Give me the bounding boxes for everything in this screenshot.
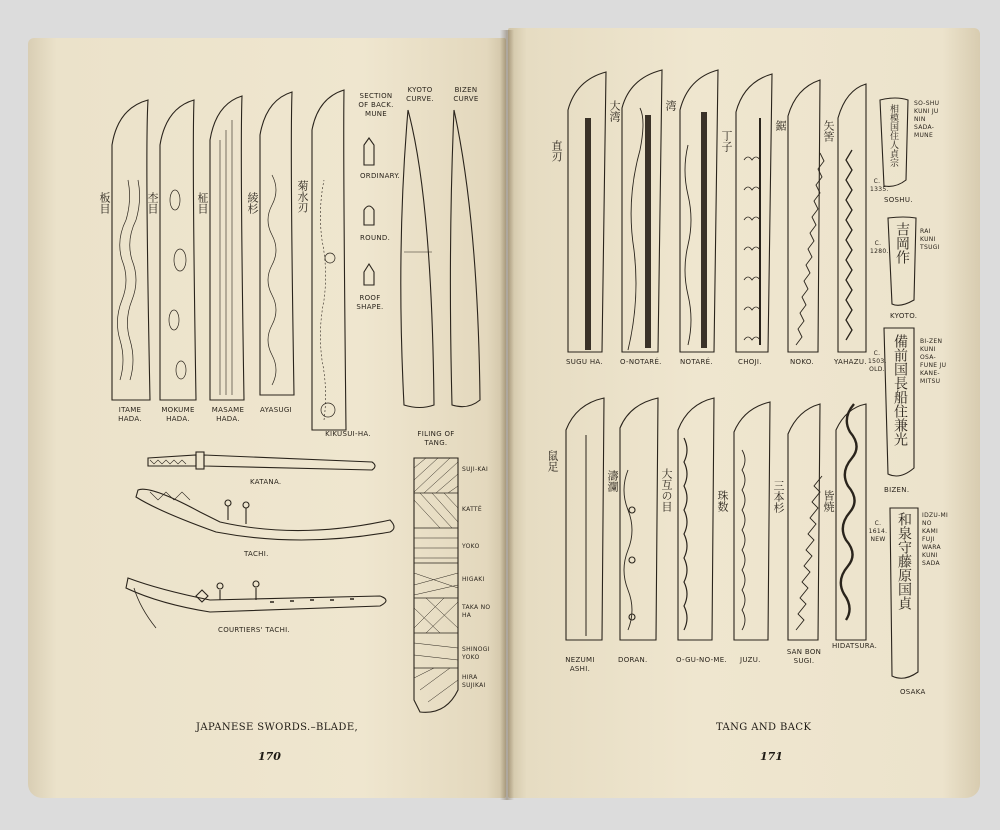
tang-bizen-date: C. 1503. OLD. [868, 350, 887, 373]
courtiers-tachi-label: COURTIERS' TACHI. [218, 626, 291, 634]
filing-yoko-label: YOKO [462, 543, 480, 550]
filing-sujikai-label: SUJI-KAI [462, 466, 489, 473]
label-juzu: JUZU. [740, 656, 761, 664]
tang-soshu-date: C. 1335. [870, 178, 889, 193]
tang-osaka-reading: IDZU-MI NO KAMI FUJI WARA KUNI SADA [922, 512, 949, 567]
mune-round-shape [364, 206, 374, 225]
label-yahazu: YAHAZU. [834, 358, 867, 366]
label-ayasugi: AYASUGI [260, 406, 292, 414]
right-page-number: 171 [760, 750, 783, 763]
kanji-mokume: 杢目 [146, 192, 159, 214]
kyoto-curve-shape [401, 110, 434, 408]
kanji-hidatsura: 皆焼 [822, 490, 835, 512]
mune-roof-label: ROOF SHAPE. [356, 294, 384, 311]
tang-bizen-reading: BI-ZEN KUNI OSA-FUNE JU KANE-MITSU [920, 338, 947, 385]
filing-of-tang-diagram [414, 458, 458, 712]
hamon-onotare [622, 70, 662, 352]
tang-soshu-school: SOSHU. [884, 196, 913, 204]
left-page-number: 170 [258, 750, 281, 763]
label-notare: NOTARÉ. [680, 358, 713, 366]
blade-mokume [160, 100, 196, 400]
kanji-o-gu-no-me: 大互の目 [660, 468, 673, 512]
blade-masame [210, 96, 244, 400]
hamon-juzu [734, 402, 770, 640]
kanji-noko: 鋸 [774, 120, 787, 131]
section-of-back-title: SECTION OF BACK. MUNE [358, 92, 394, 118]
kanji-juzu: 珠数 [716, 490, 729, 512]
kanji-doran: 濤瀾 [606, 470, 619, 492]
label-itame: ITAME HADA. [118, 406, 142, 423]
label-nezumi-ashi: NEZUMI ASHI. [565, 656, 595, 673]
blade-ayasugi [260, 92, 294, 395]
kanji-san-bon-sugi: 三本杉 [772, 480, 785, 513]
blade-itame [112, 100, 150, 400]
tang-kyoto-inscription: 吉岡作 [894, 222, 910, 264]
katana-label: KATANA. [250, 478, 282, 486]
filing-shinogi-yoko-label: SHINOGI YOKO [462, 646, 490, 661]
label-noko: NOKO. [790, 358, 814, 366]
kanji-ayasugi: 綾杉 [246, 192, 259, 214]
mune-ordinary-label: ORDINARY. [360, 172, 401, 180]
left-page-caption: JAPANESE SWORDS.–BLADE, [196, 722, 359, 733]
kanji-masame: 柾目 [196, 192, 209, 214]
kanji-suguha: 直刃 [550, 140, 563, 162]
hamon-o-gu-no-me [678, 398, 714, 640]
kanji-onotare: 大湾 [608, 100, 621, 122]
tang-osaka-inscription: 和泉守藤原国貞 [896, 512, 912, 610]
tang-kyoto-date: C. 1280. [870, 240, 889, 255]
tang-bizen-inscription: 備前国長船住兼光 [892, 334, 908, 446]
bizen-curve-shape [450, 110, 480, 407]
blade-kikusui [312, 90, 346, 430]
label-choji: CHOJI. [738, 358, 762, 366]
filing-takanoha-label: TAKA NO HA [462, 604, 491, 619]
tang-bizen-school: BIZEN. [884, 486, 910, 494]
kanji-itame: 板目 [98, 192, 111, 214]
label-san-bon-sugi: SAN BON SUGI. [786, 648, 822, 665]
tang-osaka-school: OSAKA [900, 688, 926, 696]
label-suguha: SUGU HA. [566, 358, 603, 366]
filing-higaki-label: HIGAKI [462, 576, 485, 583]
kyoto-curve-label: KYOTO CURVE. [406, 86, 434, 103]
mune-roof-shape [364, 264, 374, 285]
hamon-suguha [568, 72, 606, 352]
hamon-notare [680, 70, 718, 352]
filing-hira-sujikai-label: HIRA SUJIKAI [462, 674, 486, 689]
katana-mount [148, 452, 375, 470]
label-masame: MASAME HADA. [211, 406, 245, 423]
label-hidatsura: HIDATSURA. [832, 642, 878, 650]
hamon-choji [736, 74, 772, 352]
kanji-yahazu: 矢筈 [822, 120, 835, 142]
tang-kyoto-reading: RAI KUNI TSUGI [920, 228, 940, 251]
hamon-nezumi-ashi [566, 398, 604, 640]
courtiers-tachi-mount [126, 578, 386, 628]
label-mokume: MOKUME HADA. [161, 406, 195, 423]
kanji-choji: 丁子 [720, 130, 733, 152]
kanji-kikusui: 菊水刃 [296, 180, 309, 213]
right-page-caption: TANG AND BACK [716, 722, 812, 733]
tang-soshu-reading: SO-SHU KUNI JU NIN SADA-MUNE [914, 100, 940, 139]
kanji-notare: 湾 [664, 100, 677, 111]
filing-of-tang-title: FILING OF TANG. [417, 430, 455, 447]
filing-katte-label: KATTÉ [462, 506, 482, 513]
bizen-curve-label: BIZEN CURVE [453, 86, 479, 103]
label-kikusui: KIKUSUI-HA. [325, 430, 371, 438]
label-onotare: O-NOTARÉ. [620, 358, 662, 366]
tang-soshu-inscription: 相模国住人貞宗 [888, 104, 898, 167]
hamon-yahazu [838, 84, 866, 352]
tang-osaka-date: C. 1614. NEW [868, 520, 888, 543]
kanji-nezumi-ashi: 鼠足 [546, 450, 559, 472]
tachi-mount [136, 489, 394, 540]
label-doran: DORAN. [618, 656, 648, 664]
hamon-noko [788, 80, 824, 352]
hamon-doran [620, 398, 658, 640]
mune-ordinary-shape [364, 138, 374, 165]
hamon-san-bon-sugi [788, 404, 822, 640]
tachi-label: TACHI. [244, 550, 269, 558]
mune-round-label: ROUND. [360, 234, 391, 242]
tang-kyoto-school: KYOTO. [890, 312, 918, 320]
hamon-hidatsura [836, 404, 866, 640]
label-o-gu-no-me: O-GU-NO-ME. [676, 656, 728, 664]
